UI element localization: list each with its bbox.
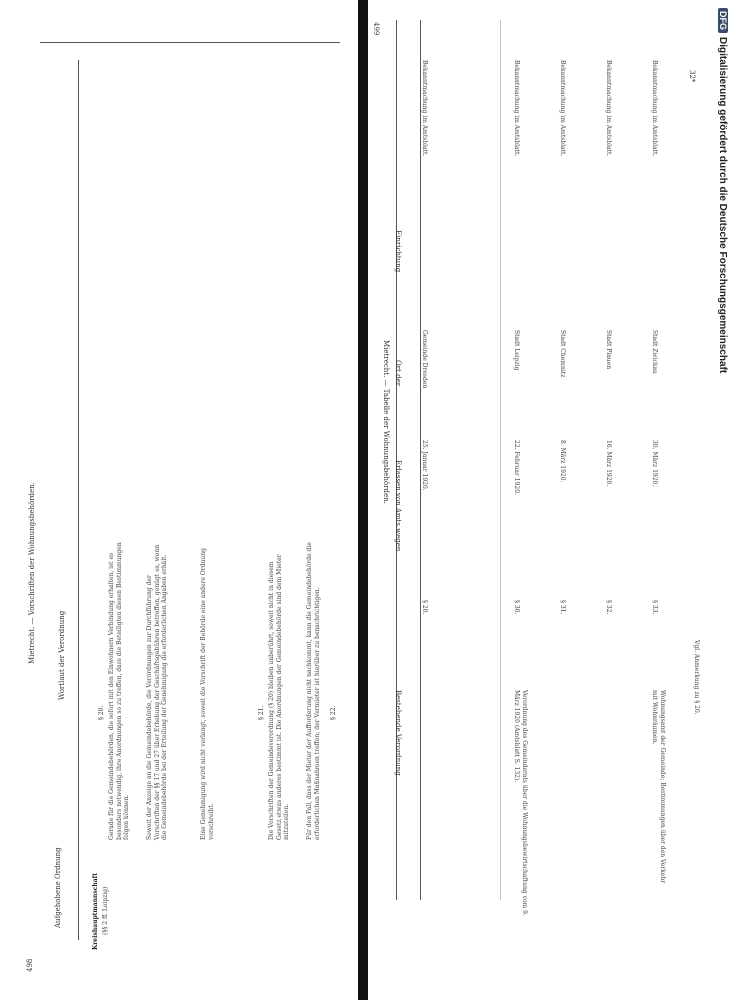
row-3-note: Bekanntmachung im Amtsblatt. — [559, 60, 566, 157]
row-4-section: § 32. — [605, 600, 612, 615]
section-21-para-2: Für den Fall, dass der Mieter der Aufforderung nicht nachkommt, kann die Gemeindebehörde die erforderlichen Maßnahmen treffen; der Vermieter ist hierüber zu benachrichtigen. — [306, 542, 321, 840]
row-2-section: § 30. — [513, 600, 520, 615]
row-4-note: Bekanntmachung im Amtsblatt. — [605, 60, 612, 157]
section-22-heading: § 22. — [330, 705, 337, 720]
row-label-1: Kreishauptmannschaft — [92, 872, 99, 950]
header-rule — [40, 42, 340, 43]
left-page-number: 498 — [26, 958, 34, 972]
row-1-note: Bekanntmachung im Amtsblatt. — [421, 60, 428, 157]
row-1-place: Gemeinde Dresden — [421, 330, 428, 389]
section-20-para-2: Soweit der Anzeige an die Gemeindebehörde, die Verordnungen zur Durchführung der Vorschriften der §§ 17 und 27 über Erhebung der Geschäftsgebühren betreffen, genügt es, wenn die Gemeindebehörde bei der Erteilung der Genehmigung die erforderlichen Angaben erhält. — [146, 544, 168, 840]
row-2-place: Stadt Leipzig — [513, 330, 520, 371]
row-1-date: 25. Januar 1920. — [421, 440, 428, 491]
dfg-logo-icon: DFG — [718, 8, 728, 33]
row-2-note: Bekanntmachung im Amtsblatt. — [513, 60, 520, 157]
row-2-text: Verordnung des Gemeinderats über die Wohnungsbewirtschaftung vom 9. März 1920 (Amtsblatt S. 132). — [513, 690, 528, 916]
row-5-text: Wohnungsamt der Gemeinde; Bestimmungen über den Verkehr mit Wohnräumen. — [651, 690, 666, 884]
column-header-left: Aufgehobene Ordnung — [54, 847, 62, 928]
row-1-section: § 20. — [421, 600, 428, 615]
section-21-heading: § 21. — [258, 705, 265, 720]
row-4-place: Stadt Plauen — [605, 330, 612, 370]
row-5-place: Stadt Zwickau — [651, 330, 658, 374]
footnote: Vgl. Anmerkung zu § 20. — [693, 640, 700, 715]
row-3-date: 8. März 1920. — [559, 440, 566, 483]
col-header-3: Ort der — [394, 360, 402, 387]
book-spine-shadow — [358, 0, 368, 1000]
row-4-date: 16. März 1920. — [605, 440, 612, 487]
digitization-notice — [717, 8, 728, 373]
column-divider — [78, 60, 79, 940]
row-3-place: Stadt Chemnitz — [559, 330, 566, 378]
row-divider-1 — [500, 20, 501, 900]
row-3-section: § 31. — [559, 600, 566, 615]
row-label-2: (§§ 2 ff. Leipzig) — [102, 886, 109, 935]
row-5-date: 30. März 1920. — [651, 440, 658, 487]
col-header-1: Bestehende Verordnung — [394, 690, 402, 776]
right-page-number: 499 — [372, 22, 380, 36]
section-20-para-1: Gerade für die Gemeindebehörden, die sofort mit den Einwohnern Verbindung erhalten, ist es besonders notwendig, ihre Anordnungen so zu treffen, dass die Beteiligten diesen Bestimmungen folgen können. — [108, 542, 130, 840]
row-5-section: § 33. — [651, 600, 658, 615]
col-header-2: Erlassen von Amts wegen — [394, 460, 402, 552]
left-running-title: Mietrecht. — Vorschriften der Wohnungsbehörden. — [28, 482, 36, 664]
section-21-para-1: Die Vorschriften der Gemeindeverordnung (§ 20) bleiben unberührt, soweit nicht in diesem Gesetz etwas anderes bestimmt ist. Die Anordnungen der Gemeindebehörde sind dem Mieter mitzuteilen. — [268, 554, 290, 840]
digitization-notice-text: Digitalisierung gefördert durch die Deutsche Forschungsgemeinschaft — [717, 37, 728, 374]
row-5-note: Bekanntmachung im Amtsblatt. — [651, 60, 658, 157]
right-running-title: Mietrecht. — Tabelle der Wohnungsbehörden. — [382, 340, 390, 504]
section-20-para-3: Eine Genehmigung wird nicht verlangt, soweit die Vorschrift der Behörde eine andere Ordnung vorschreibt. — [200, 548, 215, 840]
row-2-date: 22. Februar 1920. — [513, 440, 520, 495]
col-header-4: Einrichtung — [394, 230, 402, 273]
column-header-right: Wortlaut der Verordnung — [58, 610, 66, 700]
section-20-heading: § 20. — [98, 705, 105, 720]
footer-mark: 32* — [688, 70, 696, 83]
